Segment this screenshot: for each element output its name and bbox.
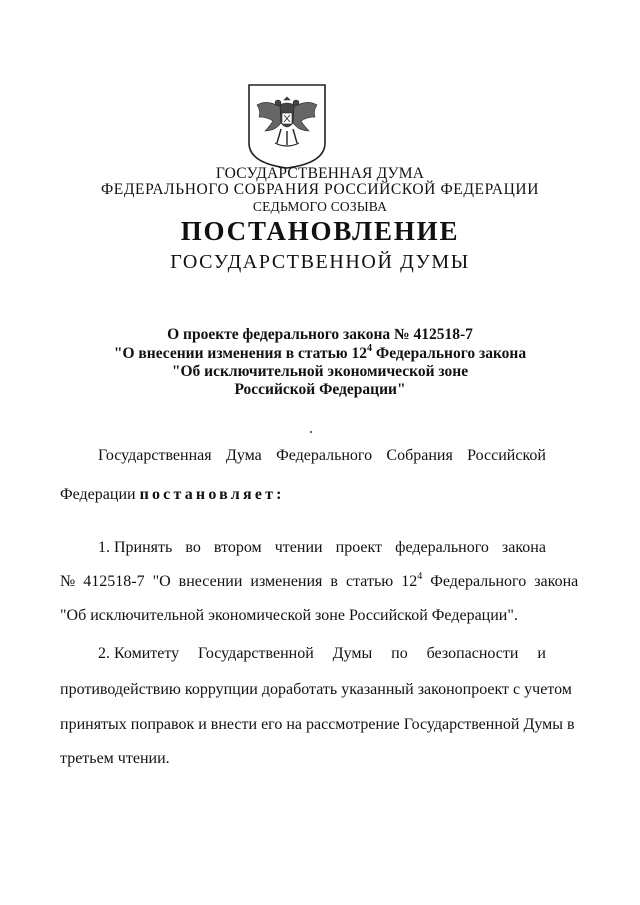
item2-line-2: противодействию коррупции доработать указанный законопроект с учетом bbox=[60, 681, 572, 698]
preamble-line-2: Федерации постановляет: bbox=[60, 486, 285, 503]
item2-line-1: 2. Комитету Государственной Думы по безопасности и bbox=[98, 645, 546, 662]
coat-of-arms-emblem bbox=[247, 83, 327, 170]
item2-line-4: третьем чтении. bbox=[60, 750, 170, 767]
about-line-3: "Об исключительной экономической зоне bbox=[171, 363, 469, 380]
header-line-3: СЕДЬМОГО СОЗЫВА bbox=[252, 199, 388, 214]
document-title: ПОСТАНОВЛЕНИЕ bbox=[180, 216, 460, 246]
about-line-1: О проекте федерального закона № 412518-7 bbox=[167, 326, 473, 343]
header-line-2: ФЕДЕРАЛЬНОГО СОБРАНИЯ РОССИЙСКОЙ ФЕДЕРАЦИИ bbox=[100, 181, 540, 198]
item1-line-2: № 412518-7 "О внесении изменения в статью $12^4$ Федерального закона bbox=[60, 570, 579, 590]
decree-keyword: постановляет: bbox=[139, 486, 285, 503]
item2-line-3: принятых поправок и внести его на рассмотрение Государственной Думы в bbox=[60, 716, 575, 733]
about-line-4: Российской Федерации" bbox=[234, 381, 406, 398]
item1-line-1: 1. Принять во втором чтении проект федерального закона bbox=[98, 539, 546, 556]
stray-dot bbox=[310, 431, 312, 433]
item1-line-3: "Об исключительной экономической зоне Российской Федерации". bbox=[60, 607, 518, 624]
document-subtitle: ГОСУДАРСТВЕННОЙ ДУМЫ bbox=[170, 251, 470, 273]
preamble-line-1: Государственная Дума Федерального Собрания Российской bbox=[98, 447, 546, 464]
about-line-2: "О внесении изменения в статью $12^4$ Федерального закона bbox=[113, 342, 527, 362]
header-line-1: ГОСУДАРСТВЕННАЯ ДУМА bbox=[215, 165, 425, 182]
